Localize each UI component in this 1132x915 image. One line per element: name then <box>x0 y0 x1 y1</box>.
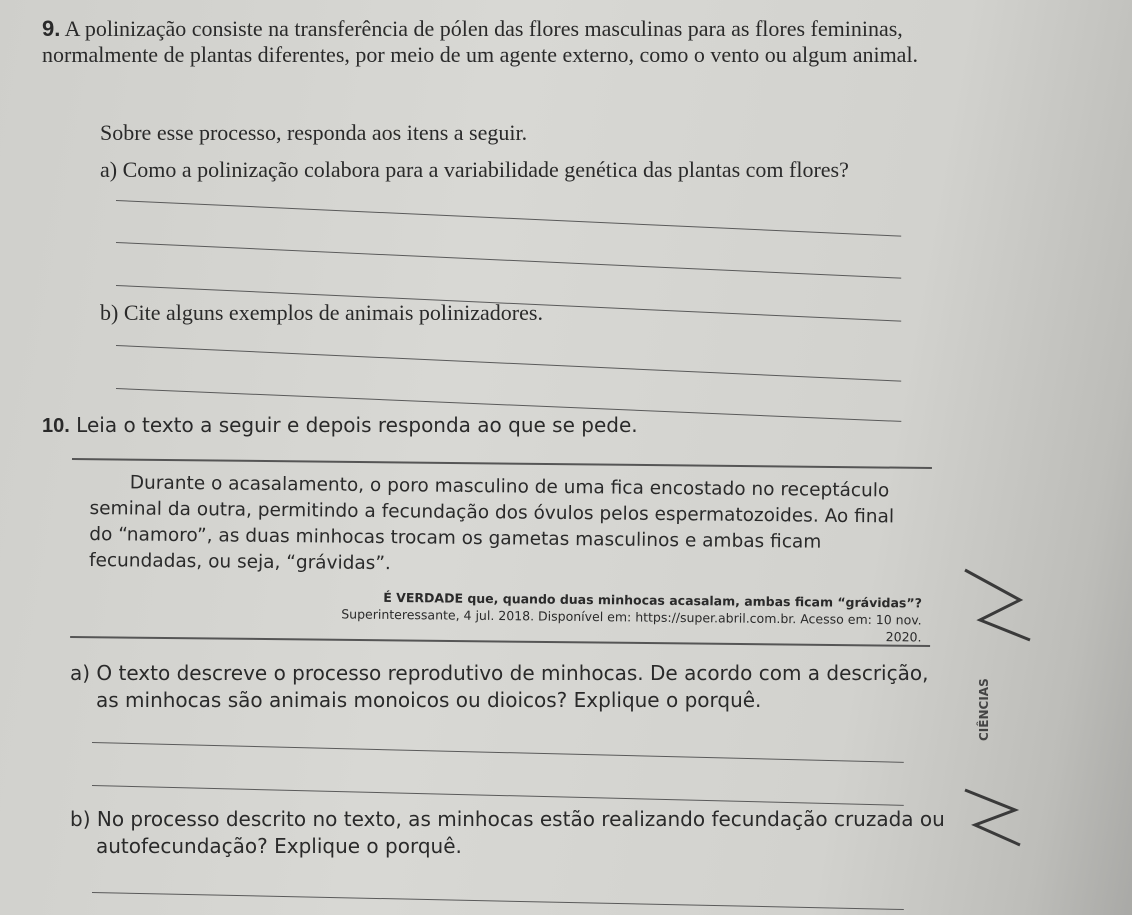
quote-text: Durante o acasalamento, o poro masculino de uma fica encostado no receptáculo seminal da outra, permitindo a fecundação dos óvulos pelos espermatozoides. Ao final do “namoro”, as duas minhocas trocam os gametas masculinos e ambas ficam fecundadas, ou seja, “grávidas”. <box>88 472 895 575</box>
answer-line[interactable] <box>116 345 901 382</box>
question-9-instruction: Sobre esse processo, responda aos itens a seguir. <box>100 120 528 145</box>
subject-side-label: CIÊNCIAS <box>977 678 991 742</box>
answer-line[interactable] <box>92 785 904 806</box>
question-9-text: A polinização consiste na transferência de pólen das flores masculinas para as flores femininas, normalmente de plantas diferentes, por meio de um agente externo, como o vento ou algum animal. <box>42 16 919 67</box>
answer-line[interactable] <box>92 892 904 910</box>
question-10-intro <box>42 412 922 439</box>
answer-line[interactable] <box>116 200 901 237</box>
source-details: Superinteressante, 4 jul. 2018. Disponível em: https://super.abril.com.br. Acesso em: 10 nov. 2020. <box>341 606 922 645</box>
question-10-item-b: b) No processo descrito no texto, as minhocas estão realizando fecundação cruzada ou autofecundação? Explique o porquê. <box>70 807 945 858</box>
question-9-number: 9. <box>42 16 61 41</box>
question-9-item-a: a) Como a polinização colabora para a variabilidade genética das plantas com flores? <box>100 157 849 182</box>
question-9-intro <box>42 16 922 68</box>
question-9-item-b: b) Cite alguns exemplos de animais polinizadores. <box>100 300 543 325</box>
question-10-number: 10. <box>42 415 70 437</box>
answer-line[interactable] <box>92 742 904 763</box>
source-title: É VERDADE que, quando duas minhocas acasalam, ambas ficam “grávidas”? <box>383 589 922 611</box>
quote-source <box>301 588 922 645</box>
question-10-item-a: a) O texto descreve o processo reprodutivo de minhocas. De acordo com a descrição, as minhocas são animais monoicos ou dioicos? Explique o porquê. <box>70 661 929 712</box>
side-decoration-icon <box>960 560 1070 850</box>
question-10-text: Leia o texto a seguir e depois responda ao que se pede. <box>76 413 638 437</box>
answer-line[interactable] <box>116 242 901 279</box>
